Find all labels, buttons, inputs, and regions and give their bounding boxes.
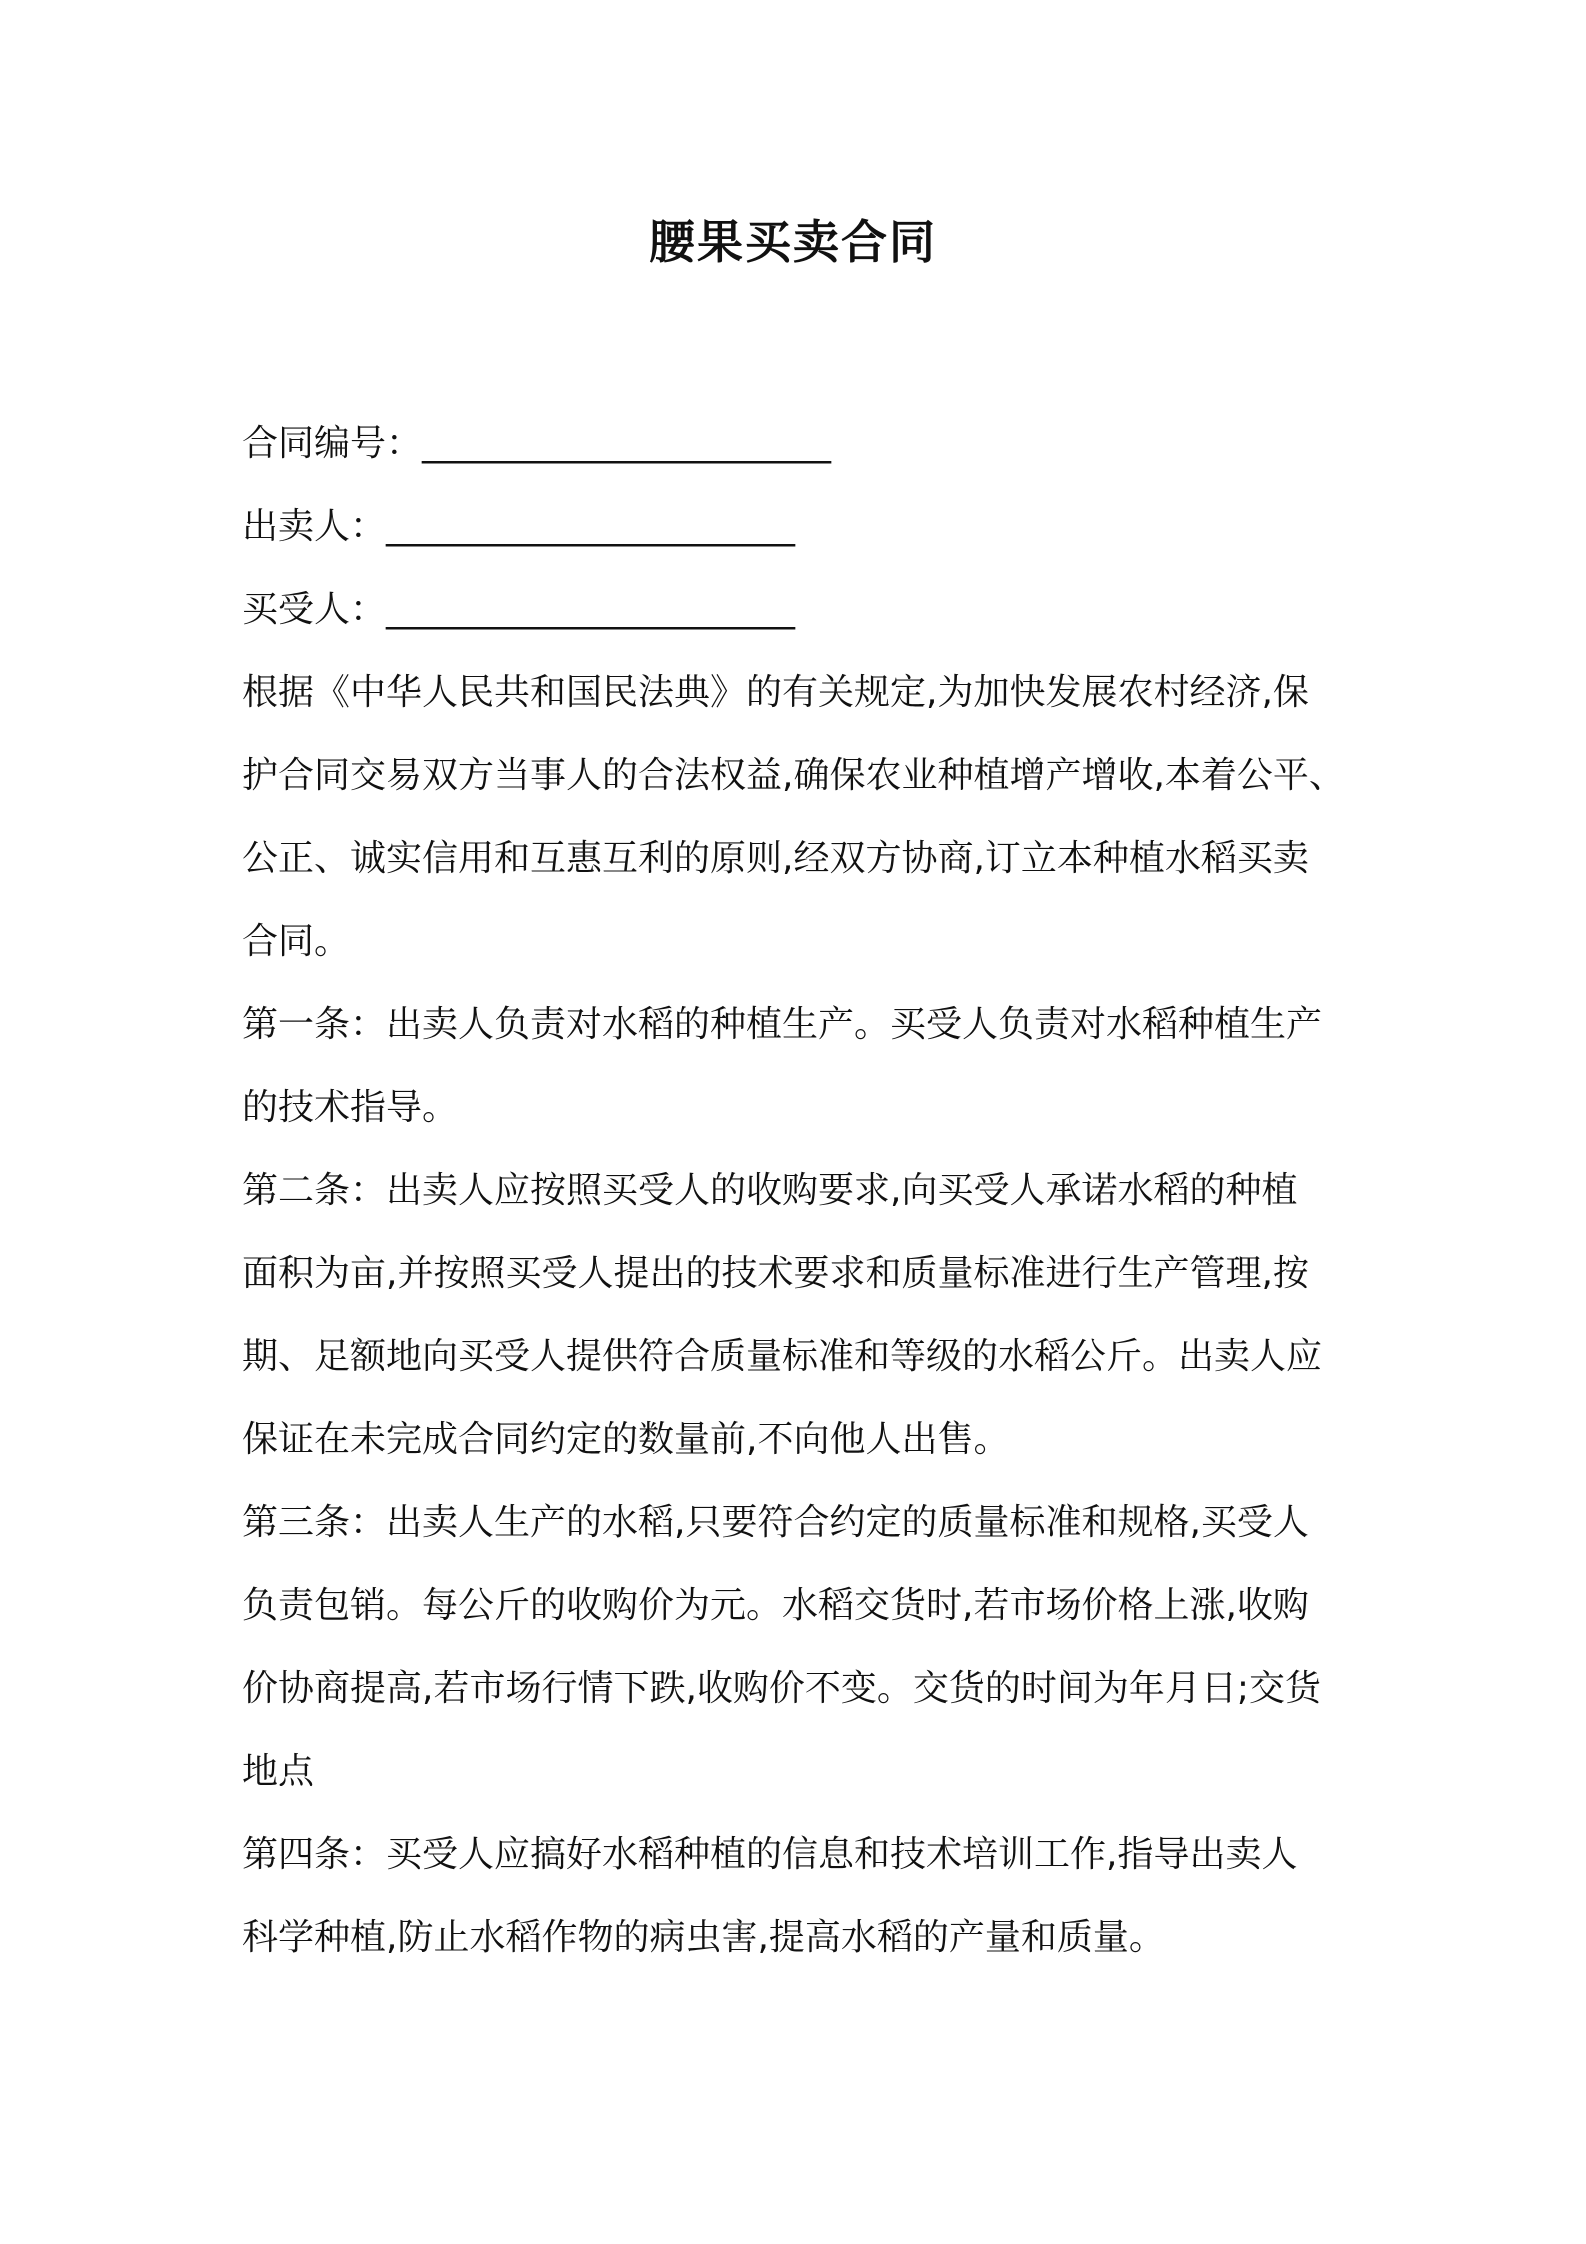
buyer-label: 买受人： xyxy=(242,589,387,630)
article-4-paragraph xyxy=(242,1813,1352,1979)
article-3-paragraph xyxy=(242,1481,1352,1813)
buyer-blank: ________________________ xyxy=(386,589,795,630)
document-body xyxy=(242,402,1352,1979)
contract-number-blank: ________________________ xyxy=(422,423,831,464)
paragraph-line: 第三条：出卖人生产的水稻,只要符合约定的质量标准和规格,买受人 xyxy=(242,1502,1309,1543)
paragraph-line: 的技术指导。 xyxy=(242,1087,459,1128)
paragraph-line: 价协商提高,若市场行情下跌,收购价不变。交货的时间为年月日;交货 xyxy=(242,1668,1322,1709)
paragraph-line: 期、足额地向买受人提供符合质量标准和等级的水稻公斤。出卖人应 xyxy=(242,1336,1323,1377)
paragraph-line: 第一条：出卖人负责对水稻的种植生产。买受人负责对水稻种植生产 xyxy=(242,1004,1323,1045)
article-2-paragraph xyxy=(242,1149,1352,1481)
contract-number-label: 合同编号： xyxy=(242,423,423,464)
paragraph-line: 科学种植,防止水稻作物的病虫害,提高水稻的产量和质量。 xyxy=(242,1917,1165,1958)
paragraph-line: 第二条：出卖人应按照买受人的收购要求,向买受人承诺水稻的种植 xyxy=(242,1170,1298,1211)
preamble-paragraph xyxy=(242,651,1352,983)
paragraph-line: 第四条：买受人应搞好水稻种植的信息和技术培训工作,指导出卖人 xyxy=(242,1834,1298,1875)
paragraph-line: 面积为亩,并按照买受人提出的技术要求和质量标准进行生产管理,按 xyxy=(242,1253,1309,1294)
seller-label: 出卖人： xyxy=(242,506,387,547)
seller-field xyxy=(242,485,1352,568)
paragraph-line: 地点 xyxy=(242,1751,315,1792)
document-title: 腰果买卖合同 xyxy=(649,215,937,269)
paragraph-line: 护合同交易双方当事人的合法权益,确保农业种植增产增收,本着公平、 xyxy=(242,755,1345,796)
paragraph-line: 合同。 xyxy=(242,921,351,962)
paragraph-line: 负责包销。每公斤的收购价为元。水稻交货时,若市场价格上涨,收购 xyxy=(242,1585,1309,1626)
paragraph-line: 公正、诚实信用和互惠互利的原则,经双方协商,订立本种植水稻买卖 xyxy=(242,838,1309,879)
paragraph-line: 根据《中华人民共和国民法典》的有关规定,为加快发展农村经济,保 xyxy=(242,672,1309,713)
paragraph-line: 保证在未完成合同约定的数量前,不向他人出售。 xyxy=(242,1419,1010,1460)
seller-blank: ________________________ xyxy=(386,506,795,547)
buyer-field xyxy=(242,568,1352,651)
contract-number-field xyxy=(242,402,1352,485)
article-1-paragraph xyxy=(242,983,1352,1149)
